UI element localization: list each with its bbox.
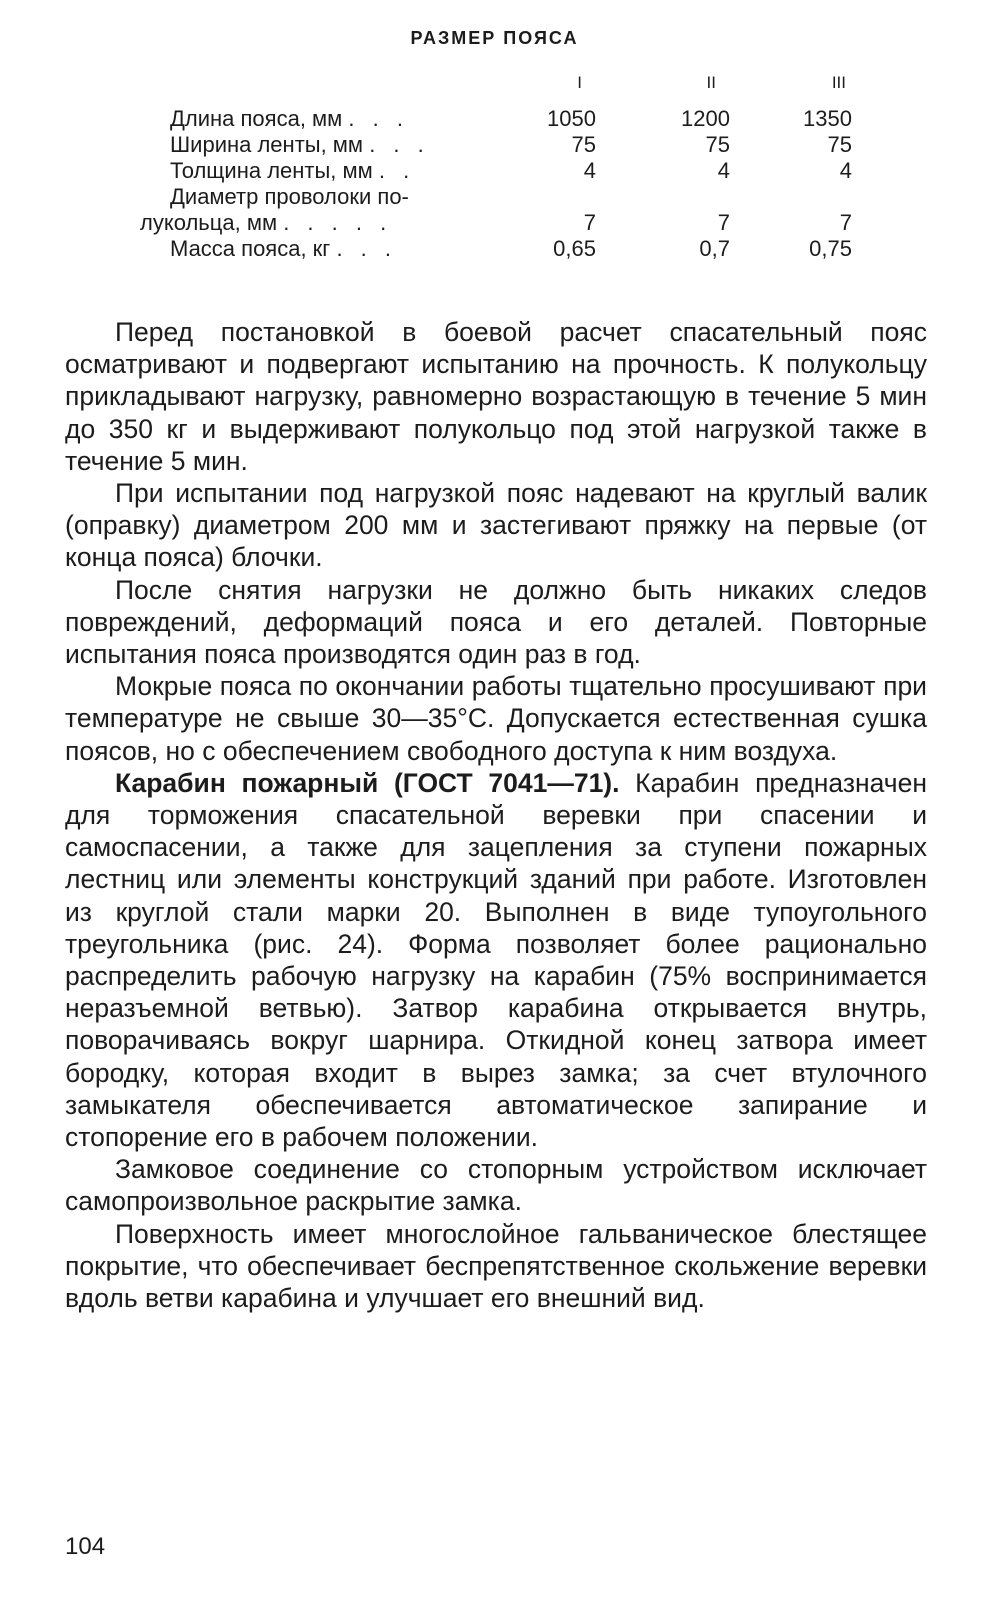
column-header: II <box>706 73 716 92</box>
column-header: I <box>577 73 582 92</box>
section-heading: Карабин пожарный (ГОСТ 7041—71). <box>115 767 620 798</box>
cell-value: 0,65 <box>553 236 596 261</box>
paragraph-text: Карабин предназначен для торможения спасательной веревки при спасении и самоспасении, а также для зацепления за ступени пожарных лестниц или элементы конструкций зданий при работе. Изготовлен из круглой стали марки 20. Выполнен в виде тупоугольного треугольника (рис. 24). Форма позволяет более рационально распределить рабочую нагрузку на карабин (75% воспринимается неразъемной ветвью). Затвор карабина открывается внутрь, поворачиваясь вокруг шарнира. Откидной конец затвора имеет бородку, которая входит в вырез замка; за счет втулочного замыкателя обеспечивается автоматическое запирание и стопорение его в рабочем положении. <box>65 767 927 1153</box>
cell-value: 1350 <box>803 106 852 131</box>
row-label: Диаметр проволоки по- лукольца, мм . . . . . <box>140 184 409 235</box>
cell-value: 75 <box>705 132 730 157</box>
cell-value: 0,75 <box>809 236 852 261</box>
table-row <box>140 236 852 262</box>
row-label: Толщина ленты, мм . . <box>170 158 416 183</box>
table-header-label <box>140 70 500 106</box>
paragraph: При испытании под нагрузкой пояс надевают на круглый валик (оправку) диаметром 200 мм и застегивают пряжку на первые (от конца пояса) блочки. <box>65 478 927 573</box>
table-row <box>140 158 852 184</box>
body-text <box>65 316 927 1314</box>
belt-size-table <box>140 70 852 262</box>
paragraph: Мокрые пояса по окончании работы тщательно просушивают при температуре не свыше 30—35°С. Допускается естественная сушка поясов, но с обеспечением свободного доступа к ним воздуха. <box>65 671 927 766</box>
paragraph <box>65 767 927 1153</box>
paragraph: Замковое соединение со стопорным устройством исключает самопроизвольное раскрытие замка. <box>65 1154 927 1217</box>
paragraph: Поверхность имеет многослойное гальваническое блестящее покрытие, что обеспечивает беспрепятственное скольжение веревки вдоль ветви карабина и улучшает его внешний вид. <box>65 1218 927 1314</box>
cell-value: 0,7 <box>699 236 730 261</box>
cell-value: 7 <box>839 210 852 235</box>
cell-value: 75 <box>571 132 596 157</box>
cell-value: 4 <box>583 158 596 183</box>
cell-value: 75 <box>827 132 852 157</box>
row-label: Масса пояса, кг . . . <box>170 236 398 261</box>
row-label: Длина пояса, мм . . . <box>170 106 409 131</box>
cell-value: 7 <box>717 210 730 235</box>
table-header-row <box>140 70 852 106</box>
row-label: Ширина ленты, мм . . . <box>170 132 430 157</box>
table-row <box>140 184 852 236</box>
column-header: III <box>831 73 846 92</box>
page-number: 104 <box>65 1533 106 1560</box>
cell-value: 1050 <box>547 106 596 131</box>
cell-value: 4 <box>839 158 852 183</box>
table-title: РАЗМЕР ПОЯСА <box>410 28 579 48</box>
paragraph: Перед постановкой в боевой расчет спасательный пояс осматривают и подвергают испытанию на прочность. К полукольцу прикладывают нагрузку, равномерно возрастающую в течение 5 мин до 350 кг и выдерживают полукольцо под этой нагрузкой также в течение 5 мин. <box>65 317 927 476</box>
cell-value: 7 <box>583 210 596 235</box>
table-row <box>140 106 852 132</box>
table-row <box>140 132 852 158</box>
paragraph: После снятия нагрузки не должно быть никаких следов повреждений, деформаций пояса и его деталей. Повторные испытания пояса производятся один раз в год. <box>65 574 927 670</box>
cell-value: 1200 <box>681 106 730 131</box>
cell-value: 4 <box>717 158 730 183</box>
